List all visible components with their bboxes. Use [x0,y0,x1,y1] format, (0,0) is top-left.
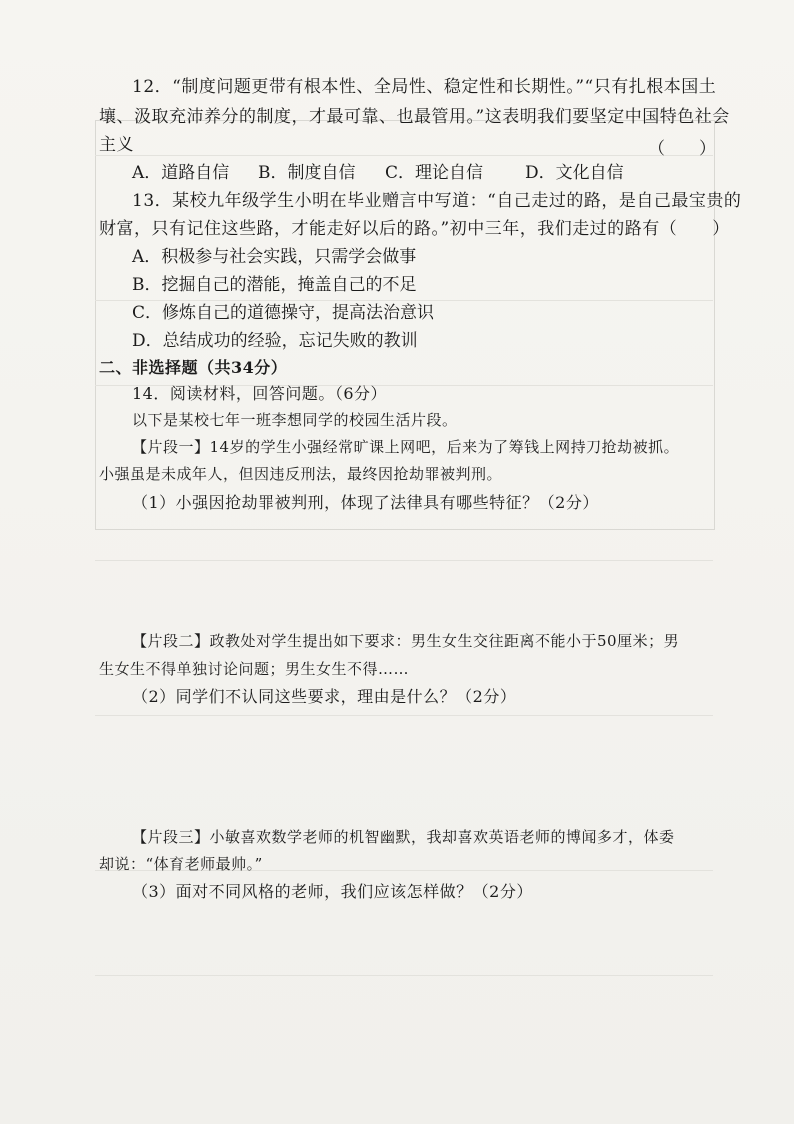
q13-option-d: D．总结成功的经验，忘记失败的教训 [132,331,418,351]
q13-option-a: A．积极参与社会实践，只需学会做事 [132,247,417,267]
q14-stem: 14．阅读材料，回答问题。（6分） [132,384,388,403]
q12-answer-paren: （ ） [648,139,716,159]
show-through-rule [95,300,713,301]
q14-segment-3-line-1: 【片段三】小敏喜欢数学老师的机智幽默，我却喜欢英语老师的博闻多才，体委 [132,828,675,846]
q12-option-b: B．制度自信 [258,163,356,183]
show-through-rule [95,560,713,561]
show-through-rule [95,155,713,156]
q13-option-b: B．挖掘自己的潜能，掩盖自己的不足 [132,275,417,295]
q14-sub-question-1: （1）小强因抢劫罪被判刑，体现了法律具有哪些特征？（2分） [132,493,599,512]
q14-segment-2-line-1: 【片段二】政教处对学生提出如下要求：男生女生交往距离不能小于50厘米；男 [132,632,680,650]
q12-option-a: A．道路自信 [132,163,230,183]
q14-sub-question-2: （2）同学们不认同这些要求，理由是什么？（2分） [132,687,517,706]
q14-segment-1-line-1: 【片段一】14岁的学生小强经常旷课上网吧，后来为了筹钱上网持刀抢劫被抓。 [132,438,680,456]
q14-segment-2-line-2: 生女生不得单独讨论问题；男生女生不得…… [99,660,410,678]
q14-sub-question-3: （3）面对不同风格的老师，我们应该怎样做？（2分） [132,882,533,901]
q12-line-2: 壤、汲取充沛养分的制度，才最可靠、也最管用。”这表明我们要坚定中国特色社会 [99,107,730,127]
q12-line-1: 12．“制度问题更带有根本性、全局性、稳定性和长期性。”“只有扎根本国土 [132,77,717,97]
section-2-title: 二、非选择题（共34分） [99,358,288,377]
q14-intro: 以下是某校七年一班李想同学的校园生活片段。 [132,411,458,429]
q12-option-c: C．理论自信 [385,163,484,183]
show-through-rule [95,715,713,716]
q13-line-1: 13．某校九年级学生小明在毕业赠言中写道：“自己走过的路，是自己最宝贵的 [132,191,742,211]
q12-option-d: D．文化自信 [525,163,624,183]
q13-line-2: 财富，只有记住这些路，才能走好以后的路。”初中三年，我们走过的路有（ ） [99,219,730,239]
q13-option-c: C．修炼自己的道德操守，提高法治意识 [132,303,435,323]
show-through-rule [95,975,713,976]
q14-segment-3-line-2: 却说：“体育老师最帅。” [99,855,263,873]
q14-segment-1-line-2: 小强虽是未成年人，但因违反刑法，最终因抢劫罪被判刑。 [99,465,503,483]
q12-line-3: 主义 [99,135,134,155]
